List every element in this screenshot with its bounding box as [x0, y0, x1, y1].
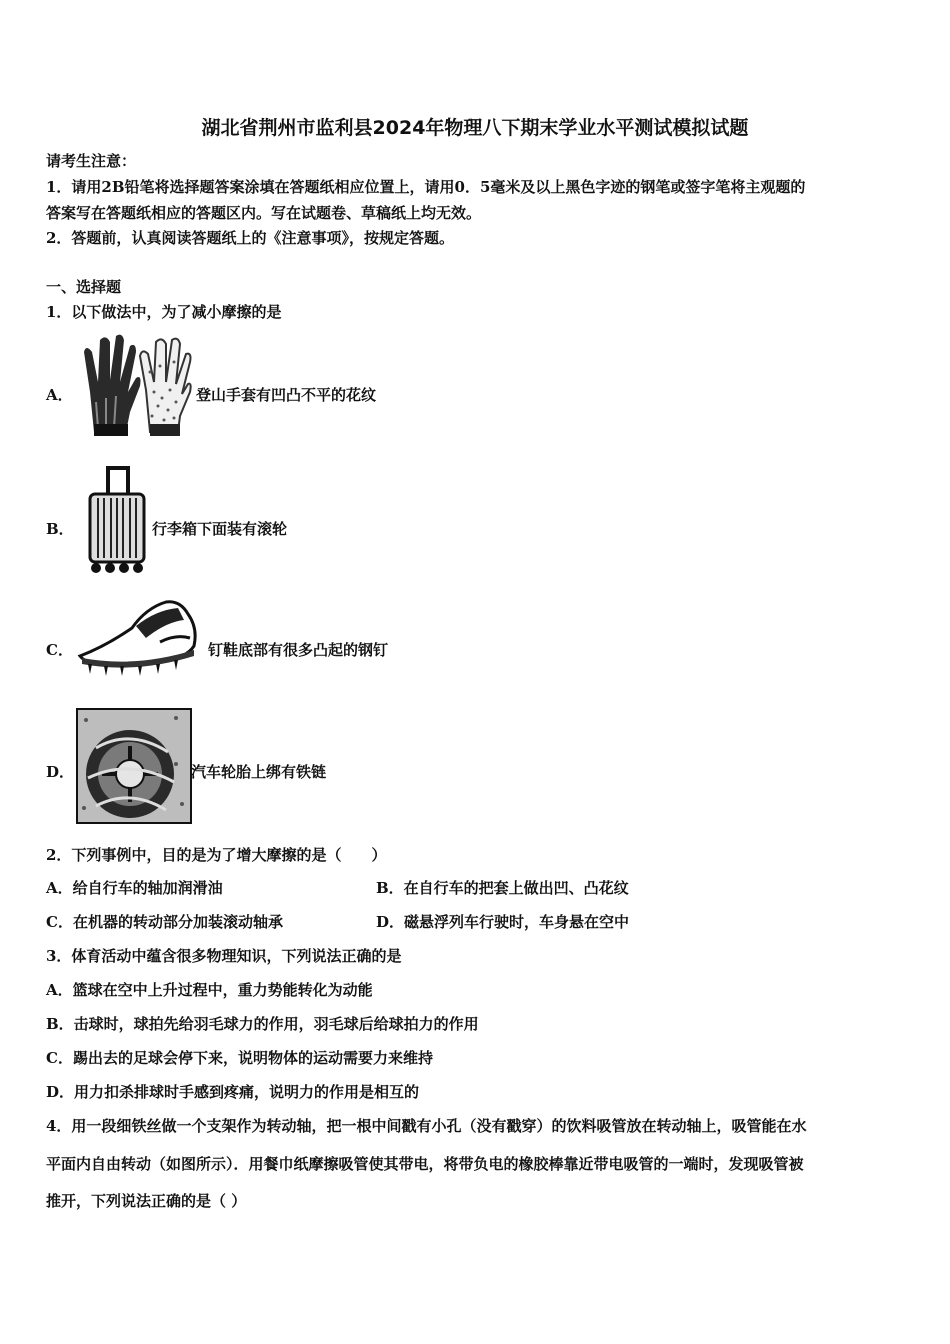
q2-option-c: C．在机器的转动部分加装滚动轴承 — [46, 913, 283, 931]
spiked-shoe-icon — [76, 598, 204, 676]
page-title: 湖北省荆州市监利县2024年物理八下期末学业水平测试模拟试题 — [201, 117, 749, 139]
notice-line-1: 1．请用2B铅笔将选择题答案涂填在答题纸相应位置上，请用0．5毫米及以上黑色字迹的钢笔或签字笔将主观题的 — [46, 178, 806, 196]
q2-option-a: A．给自行车的轴加润滑油 — [46, 879, 223, 897]
q3-stem: 3．体育活动中蕴含很多物理知识，下列说法正确的是 — [46, 947, 402, 965]
q1-option-b-label: B． — [46, 520, 74, 538]
q1-option-d-label: D． — [46, 763, 75, 781]
q3-option-a: A．篮球在空中上升过程中，重力势能转化为动能 — [46, 981, 373, 999]
q4-line-2: 平面内自由转动（如图所示）．用餐巾纸摩擦吸管使其带电，将带负电的橡胶棒靠近带电吸管的一端时，发现吸管被 — [46, 1155, 804, 1173]
q1-option-b-text: 行李箱下面装有滚轮 — [152, 520, 288, 538]
q4-line-1: 4．用一段细铁丝做一个支架作为转动轴，把一根中间戳有小孔（没有戳穿）的饮料吸管放在转动轴上，吸管能在水 — [46, 1117, 807, 1135]
notice-heading: 请考生注意： — [46, 152, 137, 170]
q3-option-d: D．用力扣杀排球时手感到疼痛，说明力的作用是相互的 — [46, 1083, 420, 1101]
q1-option-a-label: A． — [46, 386, 73, 404]
q4-line-3: 推开，下列说法正确的是（ ） — [46, 1192, 247, 1210]
q3-option-b: B．击球时，球拍先给羽毛球力的作用，羽毛球后给球拍力的作用 — [46, 1015, 479, 1033]
chained-tire-icon — [76, 708, 192, 824]
q1-option-c-text: 钉鞋底部有很多凸起的钢钉 — [208, 641, 389, 659]
q1-option-a-text: 登山手套有凹凸不平的花纹 — [196, 386, 377, 404]
q1-option-c-label: C． — [46, 641, 73, 659]
suitcase-icon — [84, 464, 150, 576]
q2-option-d: D．磁悬浮列车行驶时，车身悬在空中 — [376, 913, 630, 931]
q1-option-d-text: 汽车轮胎上绑有铁链 — [191, 763, 327, 781]
q2-stem: 2．下列事例中，目的是为了增大摩擦的是（ ） — [46, 846, 387, 864]
gloves-icon — [80, 332, 192, 440]
q3-option-c: C．踢出去的足球会停下来，说明物体的运动需要力来维持 — [46, 1049, 433, 1067]
q1-stem: 1．以下做法中，为了减小摩擦的是 — [46, 303, 282, 321]
section-heading: 一、选择题 — [46, 278, 122, 296]
q2-option-b: B．在自行车的把套上做出凹、凸花纹 — [376, 879, 629, 897]
notice-line-1b: 答案写在答题纸相应的答题区内。写在试题卷、草稿纸上均无效。 — [46, 204, 482, 222]
notice-line-2: 2．答题前，认真阅读答题纸上的《注意事项》，按规定答题。 — [46, 229, 454, 247]
